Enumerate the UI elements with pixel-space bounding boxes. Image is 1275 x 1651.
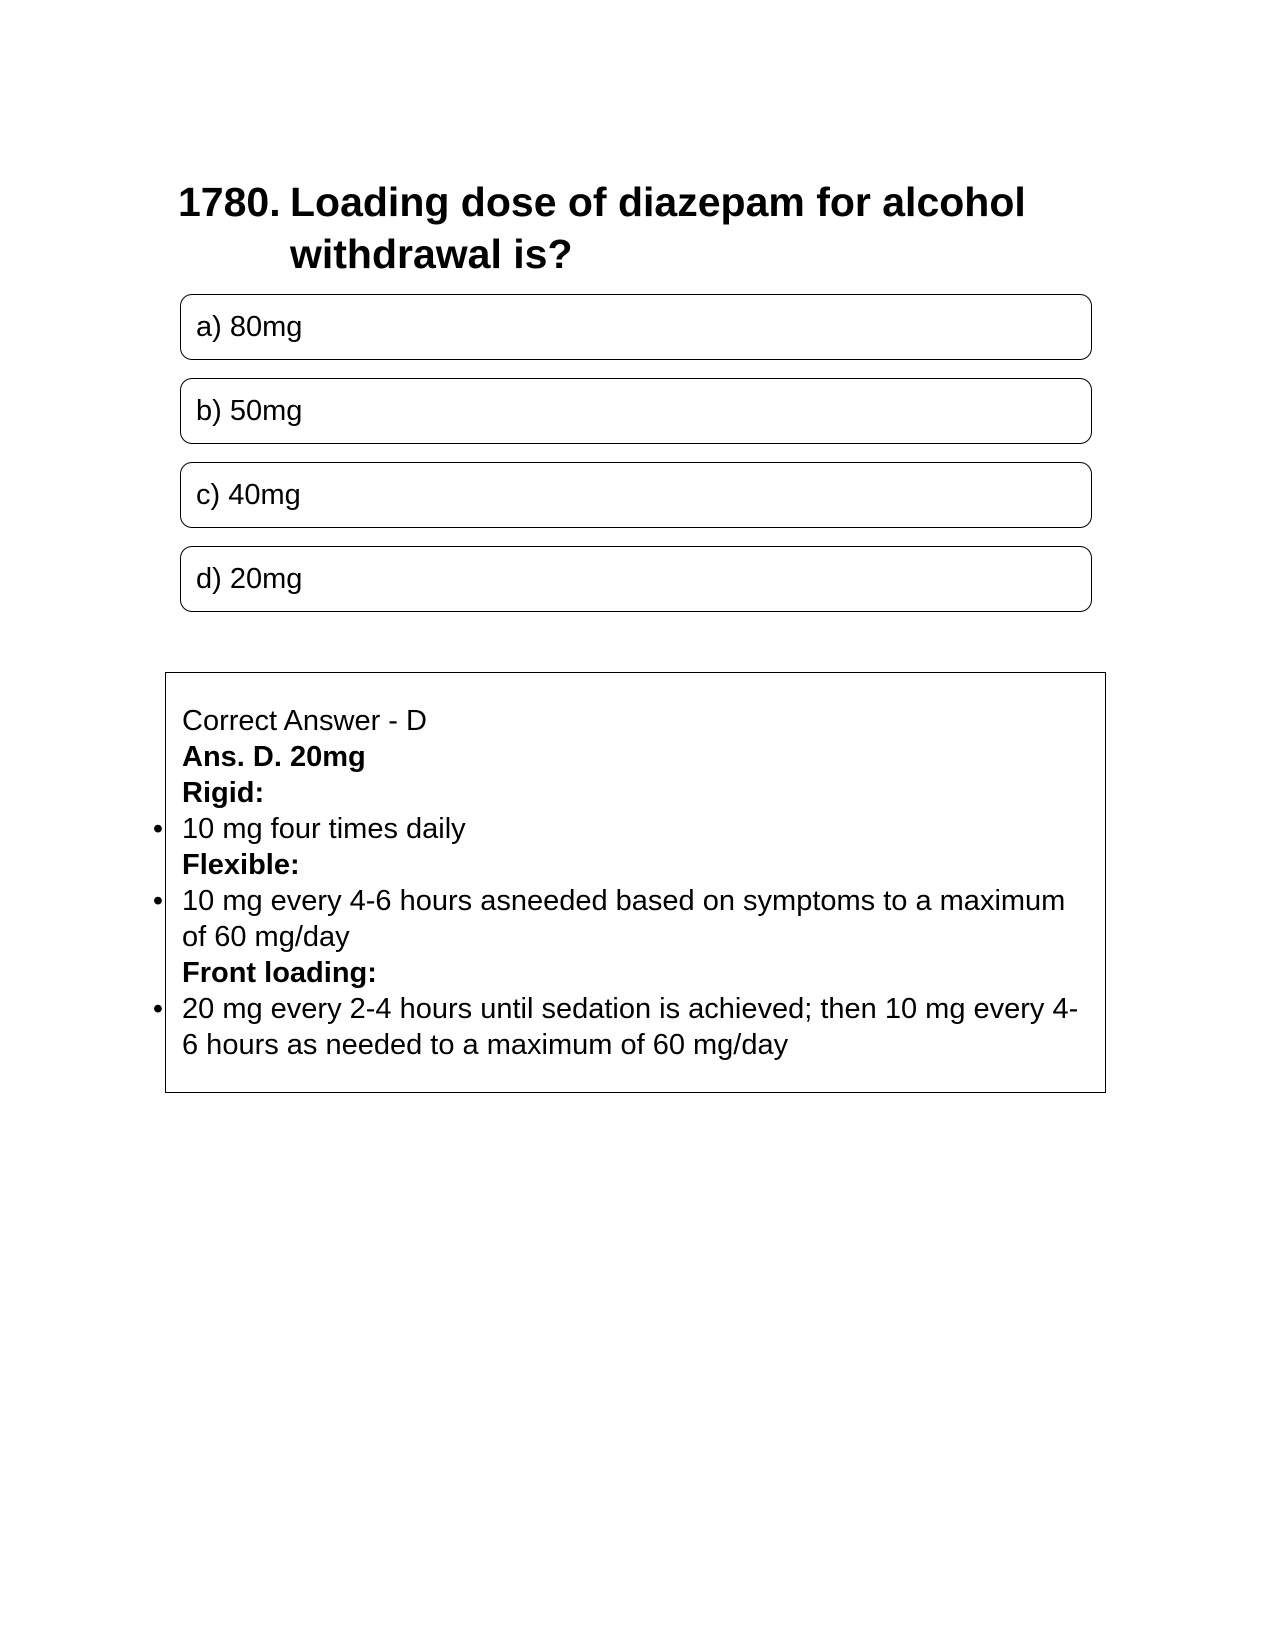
option-b[interactable]: [180, 378, 1092, 444]
section-heading-flexible: Flexible:: [182, 849, 300, 881]
correct-answer-text: Correct Answer - D: [182, 705, 427, 737]
question-number: 1780.: [178, 179, 281, 225]
option-d-label: d) 20mg: [196, 562, 303, 595]
answer-heading: Ans. D. 20mg: [182, 741, 366, 773]
bullet-icon: •: [152, 885, 164, 917]
bullet-text-flexible: 10 mg every 4-6 hours asneeded based on symptoms to a maximum of 60 mg/day: [182, 885, 1066, 953]
question-heading: [178, 176, 1078, 280]
option-d[interactable]: [180, 546, 1092, 612]
bullet-icon: •: [152, 813, 164, 845]
bullet-text-rigid: 10 mg four times daily: [182, 813, 466, 845]
question-text: Loading dose of diazepam for alcohol withdrawal is?: [290, 179, 1026, 277]
section-heading-front-loading: Front loading:: [182, 957, 377, 989]
option-c[interactable]: [180, 462, 1092, 528]
bullet-item-front-loading: [152, 991, 1085, 1063]
bullet-item-flexible: [152, 883, 1085, 955]
section-heading-rigid: Rigid:: [182, 777, 265, 809]
option-a-label: a) 80mg: [196, 310, 303, 343]
option-a[interactable]: [180, 294, 1092, 360]
option-b-label: b) 50mg: [196, 394, 303, 427]
bullet-icon: •: [152, 993, 164, 1025]
answer-explanation-box: [152, 672, 1106, 1093]
option-c-label: c) 40mg: [196, 478, 301, 511]
bullet-text-front-loading: 20 mg every 2-4 hours until sedation is achieved; then 10 mg every 4-6 hours as needed to a maximum of 60 mg/day: [182, 993, 1079, 1061]
bullet-item-rigid: [152, 811, 1085, 847]
